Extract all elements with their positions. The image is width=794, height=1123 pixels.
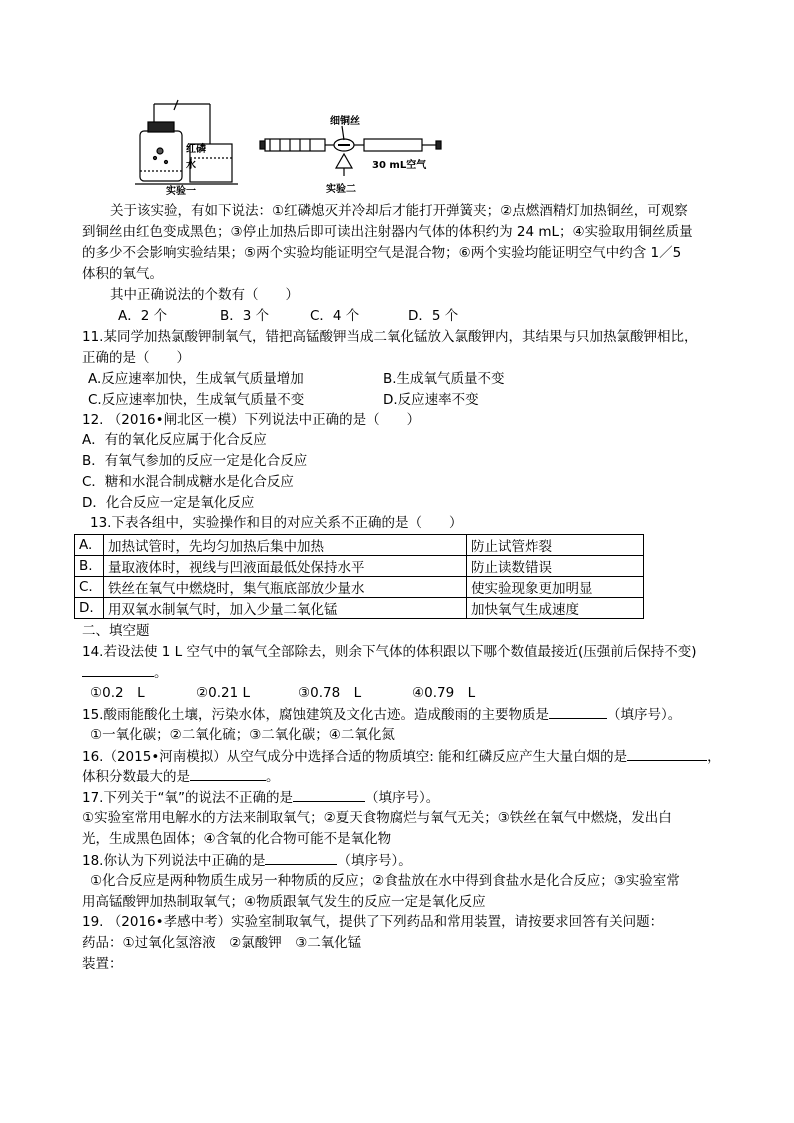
row-b-letter: B. — [75, 556, 104, 577]
q17-answer-blank[interactable] — [293, 787, 365, 802]
q12-option-a: A．有的氧化反应属于化合反应 — [82, 432, 267, 448]
exp1-red-phosphorus-label: 红磷 — [186, 144, 206, 155]
q15-answer-blank[interactable] — [549, 704, 607, 719]
exp2-copper-wire-label: 细铜丝 — [330, 116, 360, 127]
q18-answer-blank[interactable] — [265, 850, 337, 865]
q10-option-c: C．4 个 — [310, 308, 360, 324]
exp2-caption: 实验二 — [326, 184, 356, 195]
exp1-water-label: 水 — [186, 160, 196, 171]
q12-option-d: D．化合反应一定是氧化反应 — [82, 495, 255, 511]
q18-line-2: ①化合反应是两种物质生成另一种物质的反应；②食盐放在水中得到食盐水是化合反应；③实验室常 — [90, 873, 680, 889]
q16-answer-blank-1[interactable] — [627, 746, 707, 761]
table-row — [75, 535, 644, 556]
q14-option-4: ④0.79 L — [412, 685, 476, 701]
q18-line-3: 用高锰酸钾加热制取氧气；④物质跟氧气发生的反应一定是氧化反应 — [82, 894, 486, 910]
q14-answer-line — [82, 662, 168, 683]
table-row — [75, 577, 644, 598]
exp1-caption: 实验一 — [166, 186, 196, 196]
q14-answer-blank[interactable] — [82, 662, 154, 677]
q15-stem: 15.酸雨能酸化土壤，污染水体，腐蚀建筑及文化古迹。造成酸雨的主要物质是 — [82, 707, 549, 723]
q11-option-a: A.反应速率加快，生成氧气质量增加 — [88, 371, 304, 387]
q10-option-d: D．5 个 — [408, 308, 459, 324]
q17-stem: 17.下列关于“氧”的说法不正确的是 — [82, 790, 293, 806]
q13-table — [74, 534, 644, 619]
q11-stem-line-2: 正确的是（ ） — [82, 350, 190, 366]
row-c-purpose: 使实验现象更加明显 — [467, 577, 644, 598]
table-row — [75, 556, 644, 577]
row-d-purpose: 加快氧气生成速度 — [467, 598, 644, 619]
exp2-air-label: 30 mL空气 — [372, 160, 427, 171]
q16-stem: 16.（2015•河南模拟）从空气成分中选择合适的物质填空: 能和红磷反应产生大量白烟的是 — [82, 749, 628, 765]
q10-option-a: A．2 个 — [118, 308, 168, 324]
q14-option-3: ③0.78 L — [298, 685, 362, 701]
row-b-purpose: 防止读数错误 — [467, 556, 644, 577]
q17-tail: （填序号）。 — [364, 790, 440, 806]
row-a-purpose: 防止试管炸裂 — [467, 535, 644, 556]
q11-option-d: D.反应速率不变 — [383, 392, 479, 408]
q19-stem: 19. （2016•孝感中考）实验室制取氧气，提供了下列药品和常用装置，请按要求回答有关问题： — [82, 914, 664, 930]
row-a-letter: A. — [75, 535, 104, 556]
q18-tail: （填序号）。 — [337, 853, 412, 869]
q16-end: 。 — [266, 769, 280, 785]
q15-tail: （填序号）。 — [606, 707, 682, 723]
q12-stem: 12. （2016•闸北区一模）下列说法中正确的是（ ） — [82, 412, 421, 428]
q17-line-2: ①实验室常用电解水的方法来制取氧气；②夏天食物腐烂与氧气无关；③铁丝在氧气中燃烧，发出白 — [82, 810, 672, 826]
q16-answer-blank-2[interactable] — [190, 766, 266, 781]
q18-stem-line — [82, 850, 412, 871]
q11-option-b: B.生成氧气质量不变 — [383, 371, 505, 387]
experiment-one-diagram — [135, 100, 238, 184]
q10-intro-line-3: 的多少不会影响实验结果；⑤两个实验均能证明空气是混合物；⑥两个实验均能证明空气中约含 1／5 — [82, 245, 682, 261]
q17-line-3: 光，生成黑色固体；④含氧的化合物可能不是氧化物 — [82, 831, 392, 847]
q15-stem-line — [82, 704, 681, 725]
q17-stem-line — [82, 787, 439, 808]
q14-option-2: ②0.21 L — [196, 685, 250, 701]
q11-option-c: C.反应速率加快，生成氧气质量不变 — [88, 392, 305, 408]
q14-option-1: ①0.2 L — [90, 685, 145, 701]
row-c-operation: 铁丝在氧气中燃烧时，集气瓶底部放少量水 — [104, 577, 467, 598]
row-d-letter: D. — [75, 598, 104, 619]
q11-stem-line-1: 11.某同学加热氯酸钾制氧气，错把高锰酸钾当成二氧化锰放入氯酸钾内，其结果与只加热氯酸钾相比， — [82, 329, 698, 345]
row-c-letter: C. — [75, 577, 104, 598]
q15-options: ①一氧化碳；②二氧化硫；③二氧化碳；④二氧化氮 — [90, 727, 395, 743]
q18-stem: 18.你认为下列说法中正确的是 — [82, 853, 266, 869]
q16-line-2 — [82, 766, 280, 787]
q19-device: 装置： — [82, 956, 123, 972]
q10-question: 其中正确说法的个数有（ ） — [110, 287, 299, 303]
q10-intro-line-4: 体积的氧气。 — [82, 266, 163, 282]
row-a-operation: 加热试管时，先均匀加热后集中加热 — [104, 535, 467, 556]
q16-line2-text: 体积分数最大的是 — [82, 769, 190, 785]
experiment-figures — [130, 96, 450, 196]
q10-option-b: B．3 个 — [220, 308, 270, 324]
table-row — [75, 598, 644, 619]
row-d-operation: 用双氧水制氧气时，加入少量二氧化锰 — [104, 598, 467, 619]
q10-intro-line-2: 到铜丝由红色变成黑色；③停止加热后即可读出注射器内气体的体积约为 24 mL；④实验取用铜丝质量 — [82, 224, 693, 240]
q16-stem-line — [82, 746, 721, 767]
q12-option-c: C．糖和水混合制成糖水是化合反应 — [82, 474, 294, 490]
q10-intro-line-1: 关于该实验，有如下说法：①红磷熄灭并冷却后才能打开弹簧夹；②点燃酒精灯加热铜丝，可观察 — [110, 203, 688, 219]
q14-stem: 14.若设法使 1 L 空气中的氧气全部除去，则余下气体的体积跟以下哪个数值最接近(压强前后保持不变) — [82, 644, 697, 660]
q12-option-b: B．有氧气参加的反应一定是化合反应 — [82, 453, 308, 469]
q13-stem: 13.下表各组中，实验操作和目的对应关系不正确的是（ ） — [90, 515, 463, 531]
section-heading: 二、填空题 — [82, 623, 150, 639]
q16-tail: ， — [707, 749, 721, 765]
row-b-operation: 量取液体时，视线与凹液面最低处保持水平 — [104, 556, 467, 577]
q14-end: 。 — [154, 665, 168, 681]
q19-drugs: 药品：①过氧化氢溶液 ②氯酸钾 ③二氧化锰 — [82, 935, 362, 951]
